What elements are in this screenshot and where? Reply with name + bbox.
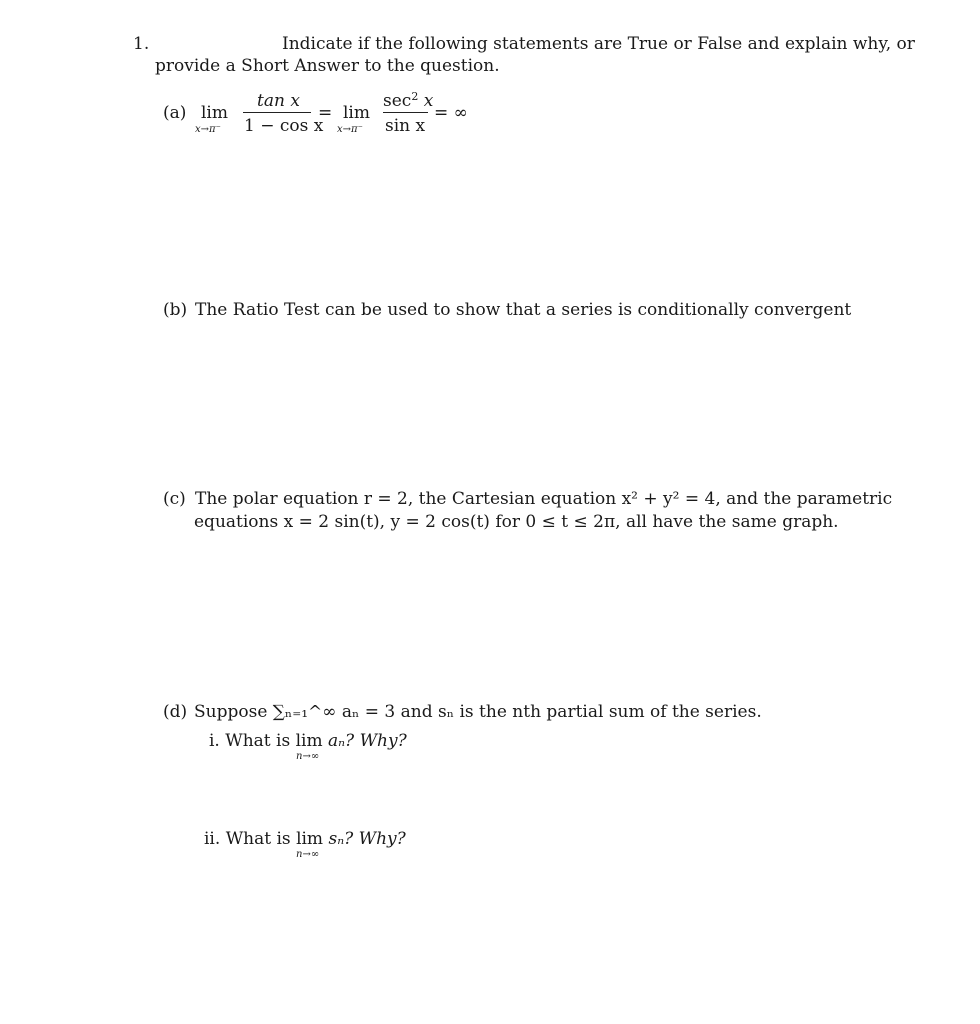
part-a-lim-2: lim — [343, 103, 370, 123]
question-ii-lim: lim — [296, 829, 324, 849]
part-a-sec: sec — [383, 91, 412, 111]
part-a-equals: = — [318, 103, 333, 123]
part-c-label: (c) — [163, 489, 186, 509]
part-d-question-ii — [204, 829, 406, 849]
problem-intro-line1: Indicate if the following statements are True or False and explain why, or — [282, 34, 915, 54]
part-d-label: (d) — [163, 702, 188, 722]
part-a-fraction-bar-2 — [383, 112, 428, 113]
part-b-statement: The Ratio Test can be used to show that a series is conditionally convergent — [195, 300, 852, 320]
question-ii-prefix: What is — [225, 829, 291, 849]
part-b-label: (b) — [163, 300, 188, 320]
question-ii-label: ii. — [204, 829, 221, 849]
part-a-sec-var: x — [423, 91, 434, 111]
part-a-denominator-2: sin x — [385, 116, 426, 136]
part-d-question-i — [209, 731, 407, 751]
part-a-lim-1: lim — [201, 103, 228, 123]
question-ii-term: sₙ? Why? — [328, 829, 406, 849]
part-a-lim-1-sub: x→π⁻ — [195, 124, 221, 135]
part-a-lim-2-sub: x→π⁻ — [337, 124, 363, 135]
question-i-prefix: What is — [225, 731, 291, 751]
question-ii-lim-sub: n→∞ — [296, 849, 320, 860]
part-a-numerator-2 — [383, 91, 433, 111]
part-a-fraction-bar-1 — [243, 112, 311, 113]
part-c-statement-line2: equations x = 2 sin(t), y = 2 cos(t) for 0 ≤ t ≤ 2π, all have the same graph. — [194, 512, 839, 532]
question-i-label: i. — [209, 731, 220, 751]
problem-number: 1. — [133, 34, 150, 54]
part-a-numerator-1: tan x — [257, 91, 300, 111]
question-i-lim: lim — [295, 731, 323, 751]
question-i-lim-sub: n→∞ — [296, 751, 320, 762]
part-a-exponent: 2 — [411, 90, 419, 103]
part-a-result: = ∞ — [434, 103, 468, 123]
part-c-statement-line1: The polar equation r = 2, the Cartesian equation x² + y² = 4, and the parametric — [195, 489, 893, 509]
problem-intro-line2: provide a Short Answer to the question. — [155, 56, 500, 76]
part-a-label: (a) — [163, 103, 187, 123]
question-i-term: aₙ? Why? — [328, 731, 407, 751]
part-a-denominator-1: 1 − cos x — [244, 116, 324, 136]
part-d-statement: Suppose ∑ₙ₌₁^∞ aₙ = 3 and sₙ is the nth partial sum of the series. — [194, 702, 762, 722]
